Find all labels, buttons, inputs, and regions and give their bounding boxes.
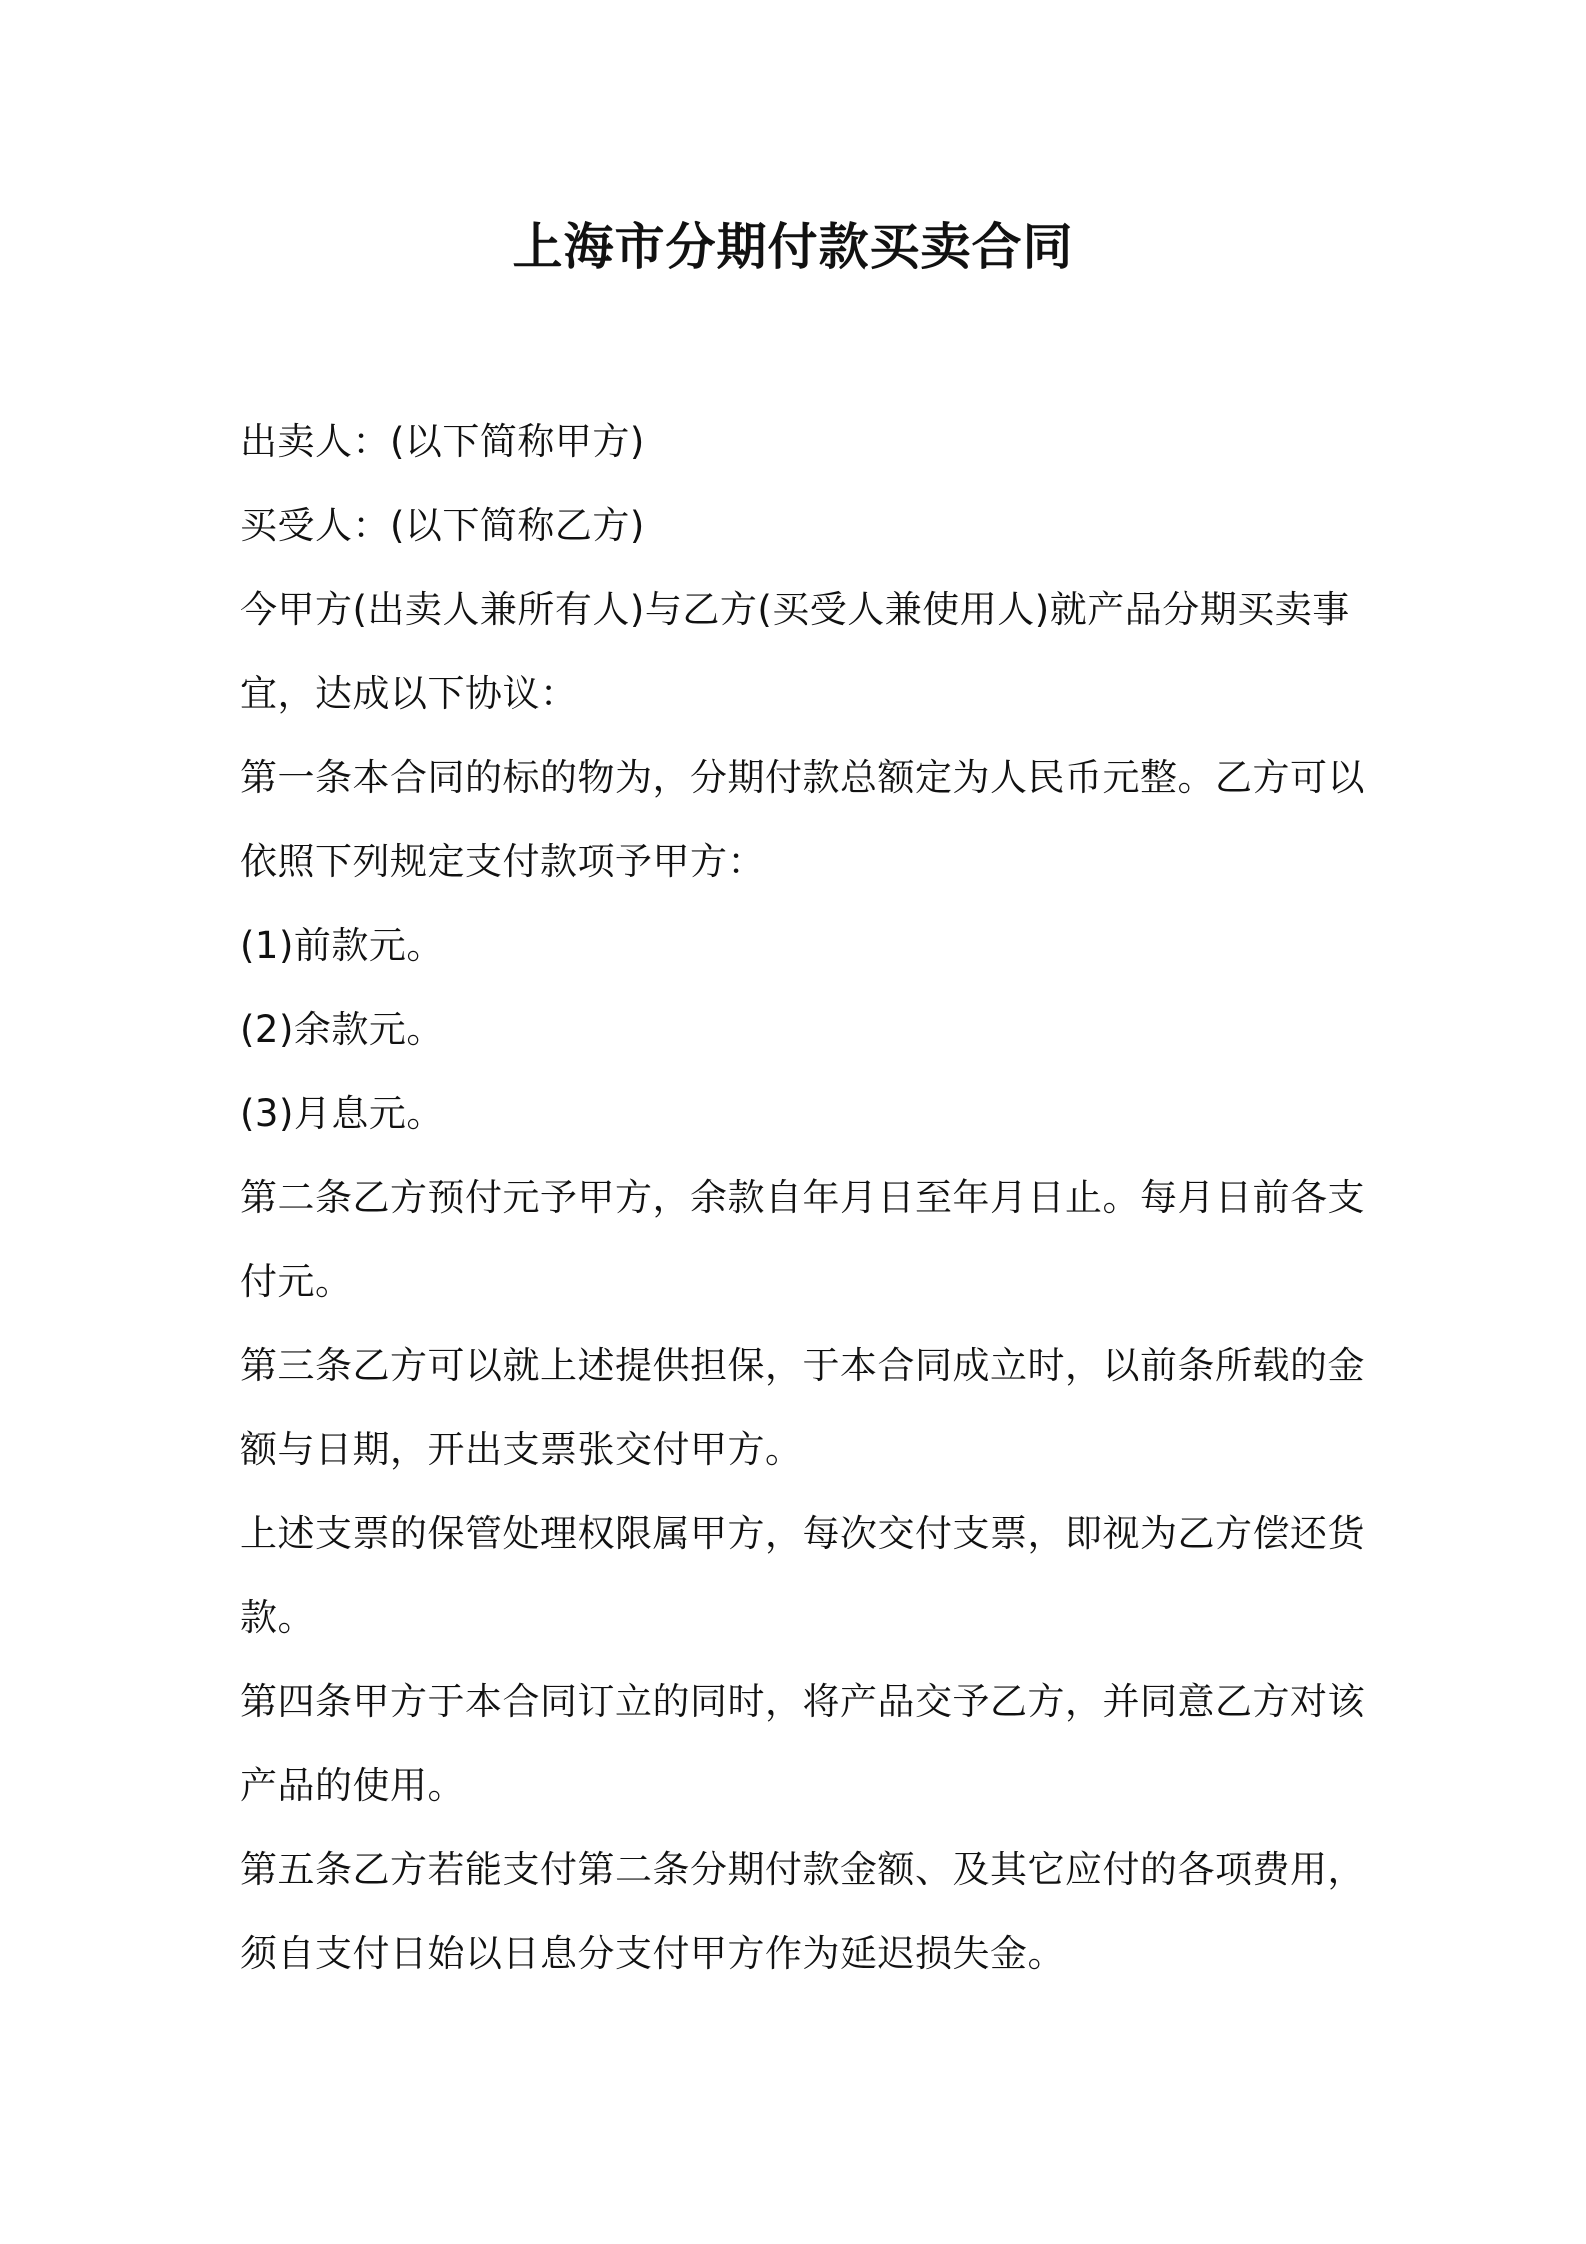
seller-line: 出卖人：(以下简称甲方) xyxy=(240,420,645,463)
preamble-line-1: 今甲方(出卖人兼所有人)与乙方(买受人兼使用人)就产品分期买卖事 xyxy=(240,588,1350,631)
payment-item-2: (2)余款元。 xyxy=(240,1008,444,1051)
article-1-line-1: 第一条本合同的标的物为，分期付款总额定为人民币元整。乙方可以 xyxy=(240,756,1365,799)
article-5-line-1: 第五条乙方若能支付第二条分期付款金额、及其它应付的各项费用， xyxy=(240,1848,1365,1891)
cheque-clause-line-2: 款。 xyxy=(240,1596,315,1639)
payment-item-3: (3)月息元。 xyxy=(240,1092,444,1135)
payment-item-1: (1)前款元。 xyxy=(240,924,444,967)
document-body xyxy=(240,400,1365,1996)
article-1-line-2: 依照下列规定支付款项予甲方： xyxy=(240,840,765,883)
buyer-line: 买受人：(以下简称乙方) xyxy=(240,504,645,547)
article-4-line-2: 产品的使用。 xyxy=(240,1764,465,1807)
article-3-line-1: 第三条乙方可以就上述提供担保，于本合同成立时，以前条所载的金 xyxy=(240,1344,1365,1387)
article-3-line-2: 额与日期，开出支票张交付甲方。 xyxy=(240,1428,803,1471)
article-5-line-2: 须自支付日始以日息分支付甲方作为延迟损失金。 xyxy=(240,1932,1065,1975)
article-2-line-1: 第二条乙方预付元予甲方，余款自年月日至年月日止。每月日前各支 xyxy=(240,1176,1365,1219)
document-title: 上海市分期付款买卖合同 xyxy=(512,218,1074,276)
cheque-clause-line-1: 上述支票的保管处理权限属甲方，每次交付支票，即视为乙方偿还货 xyxy=(240,1512,1365,1555)
preamble-line-2: 宜，达成以下协议： xyxy=(240,672,578,715)
article-2-line-2: 付元。 xyxy=(240,1260,353,1303)
article-4-line-1: 第四条甲方于本合同订立的同时，将产品交予乙方，并同意乙方对该 xyxy=(240,1680,1365,1723)
